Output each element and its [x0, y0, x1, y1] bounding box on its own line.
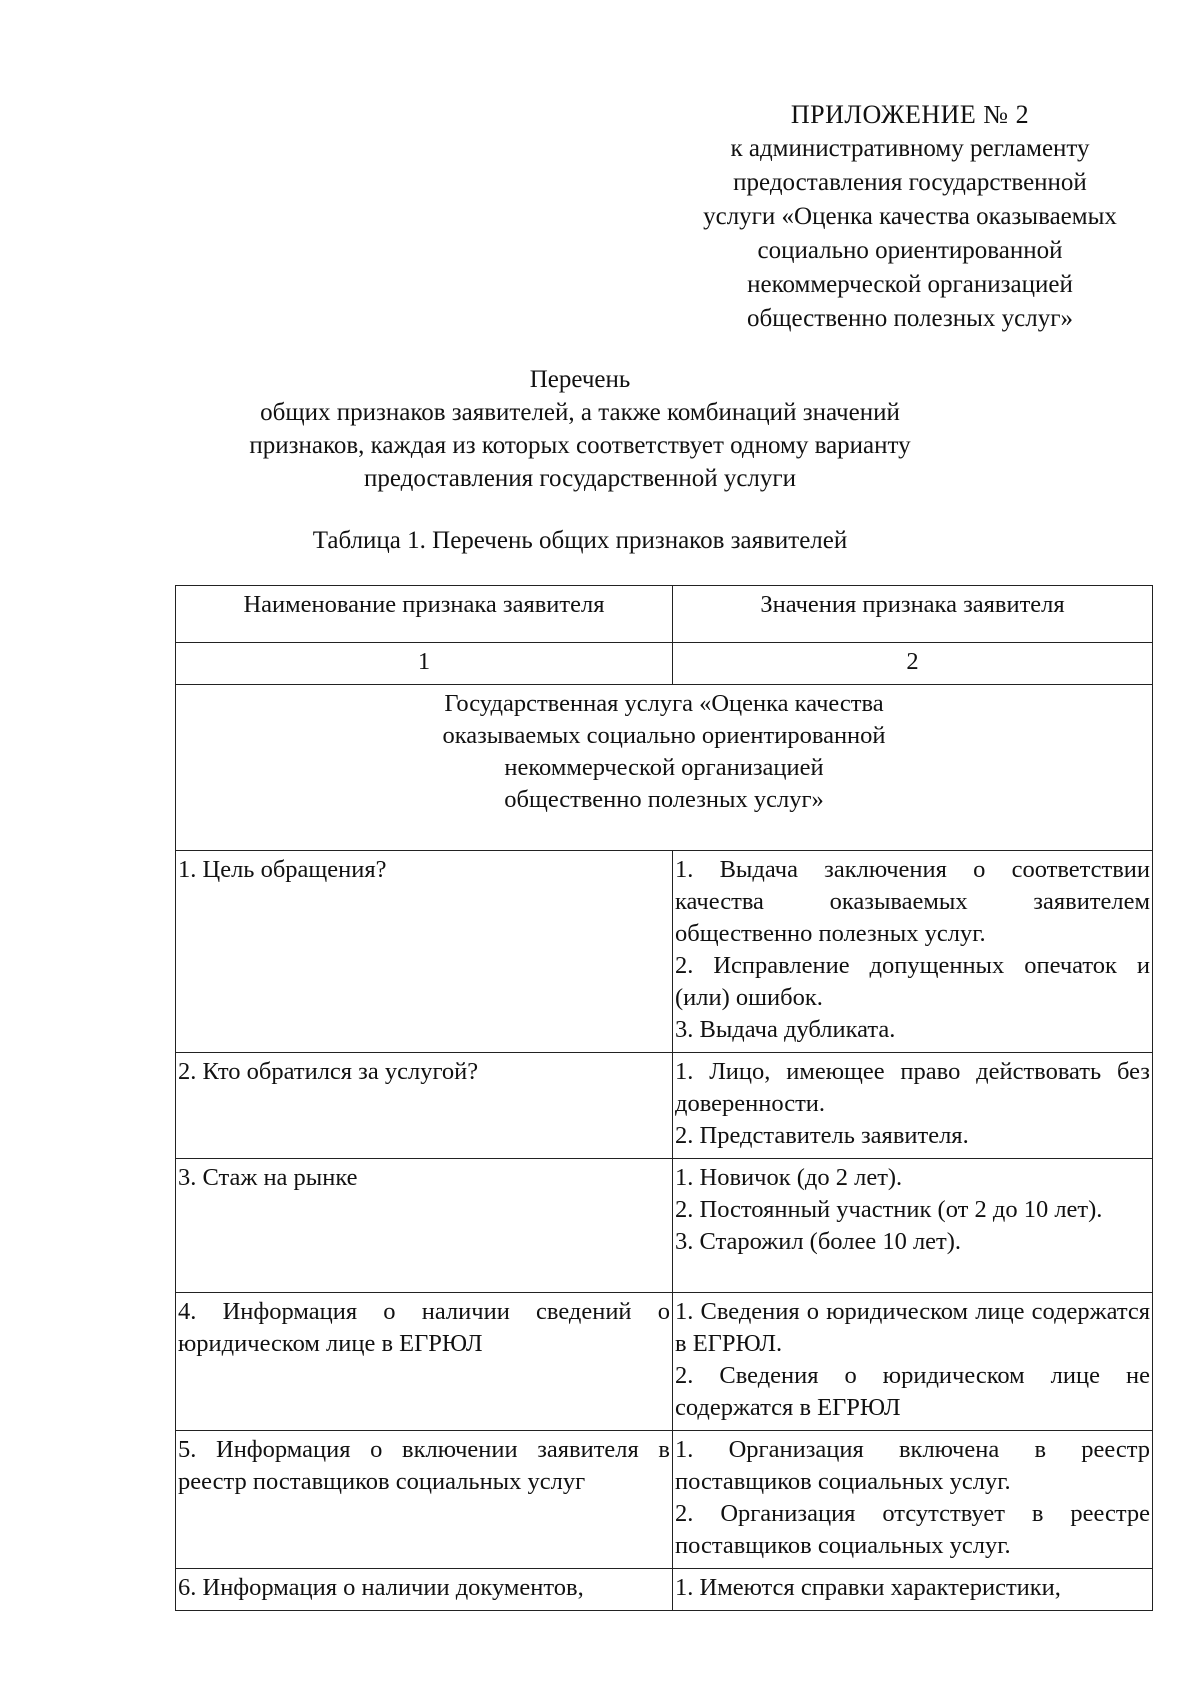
appendix-block	[660, 98, 1160, 336]
feature-value: 3. Старожил (более 10 лет).	[675, 1228, 962, 1255]
appendix-line: общественно полезных услуг»	[746, 305, 1074, 332]
title-line: признаков, каждая из которых соответствует одному варианту	[249, 432, 911, 459]
feature-value: 1. Лицо, имеющее право действовать без доверенности.	[675, 1058, 1150, 1117]
appendix-heading: ПРИЛОЖЕНИЕ № 2	[790, 100, 1030, 129]
service-title-line: оказываемых социально ориентированной	[442, 722, 886, 749]
title-line: общих признаков заявителей, а также комбинаций значений	[260, 399, 900, 426]
feature-value: 2. Представитель заявителя.	[675, 1122, 969, 1149]
feature-values	[673, 1293, 1153, 1431]
appendix-line: к административному регламенту	[730, 135, 1090, 162]
feature-values	[673, 1569, 1153, 1611]
table-row	[176, 1053, 1153, 1159]
table-row	[176, 1431, 1153, 1569]
feature-value: 2. Организация отсутствует в реестре поставщиков социальных услуг.	[675, 1500, 1150, 1559]
feature-value: 1. Имеются справки характеристики,	[675, 1574, 1061, 1601]
feature-name: 3. Стаж на рынке	[176, 1159, 673, 1293]
feature-value: 2. Сведения о юридическом лице не содержатся в ЕГРЮЛ	[675, 1362, 1150, 1421]
appendix-line: услуги «Оценка качества оказываемых	[703, 203, 1117, 230]
feature-value: 1. Выдача заключения о соответствии качества оказываемых заявителем общественно полезных услуг.	[675, 856, 1150, 947]
service-title-row	[176, 685, 1153, 851]
column-number: 2	[673, 643, 1153, 685]
appendix-line: некоммерческой организацией	[747, 271, 1073, 298]
title-line: предоставления государственной услуги	[363, 465, 797, 492]
table-header-row	[176, 586, 1153, 643]
table-row	[176, 1569, 1153, 1611]
feature-values	[673, 1053, 1153, 1159]
feature-value: 1. Сведения о юридическом лице содержатся в ЕГРЮЛ.	[675, 1298, 1150, 1357]
document-title	[170, 363, 990, 495]
title-line: Перечень	[529, 366, 631, 393]
column-header: Значения признака заявителя	[673, 586, 1153, 643]
service-title-cell	[176, 685, 1153, 851]
feature-values	[673, 1431, 1153, 1569]
service-title-line: общественно полезных услуг»	[504, 786, 824, 813]
service-title-line: некоммерческой организацией	[504, 754, 824, 781]
feature-value: 1. Новичок (до 2 лет).	[675, 1164, 903, 1191]
column-number-row	[176, 643, 1153, 685]
column-header: Наименование признака заявителя	[176, 586, 673, 643]
feature-name: 6. Информация о наличии документов,	[176, 1569, 673, 1611]
feature-value: 2. Исправление допущенных опечаток и (или) ошибок.	[675, 952, 1150, 1011]
feature-value: 1. Организация включена в реестр поставщиков социальных услуг.	[675, 1436, 1150, 1495]
appendix-line: социально ориентированной	[757, 237, 1063, 264]
feature-value: 3. Выдача дубликата.	[675, 1016, 896, 1043]
table-row	[176, 1159, 1153, 1293]
feature-values	[673, 851, 1153, 1053]
table-row	[176, 851, 1153, 1053]
column-number: 1	[176, 643, 673, 685]
feature-values	[673, 1159, 1153, 1293]
service-title-line: Государственная услуга «Оценка качества	[444, 690, 884, 717]
applicant-features-table	[175, 585, 1153, 1611]
table-row	[176, 1293, 1153, 1431]
feature-name: 5. Информация о включении заявителя в реестр поставщиков социальных услуг	[176, 1431, 673, 1569]
feature-value: 2. Постоянный участник (от 2 до 10 лет).	[675, 1196, 1103, 1223]
appendix-line: предоставления государственной	[733, 169, 1087, 196]
feature-name: 1. Цель обращения?	[176, 851, 673, 1053]
feature-name: 2. Кто обратился за услугой?	[176, 1053, 673, 1159]
table-caption: Таблица 1. Перечень общих признаков заявителей	[312, 527, 848, 554]
feature-name: 4. Информация о наличии сведений о юридическом лице в ЕГРЮЛ	[176, 1293, 673, 1431]
